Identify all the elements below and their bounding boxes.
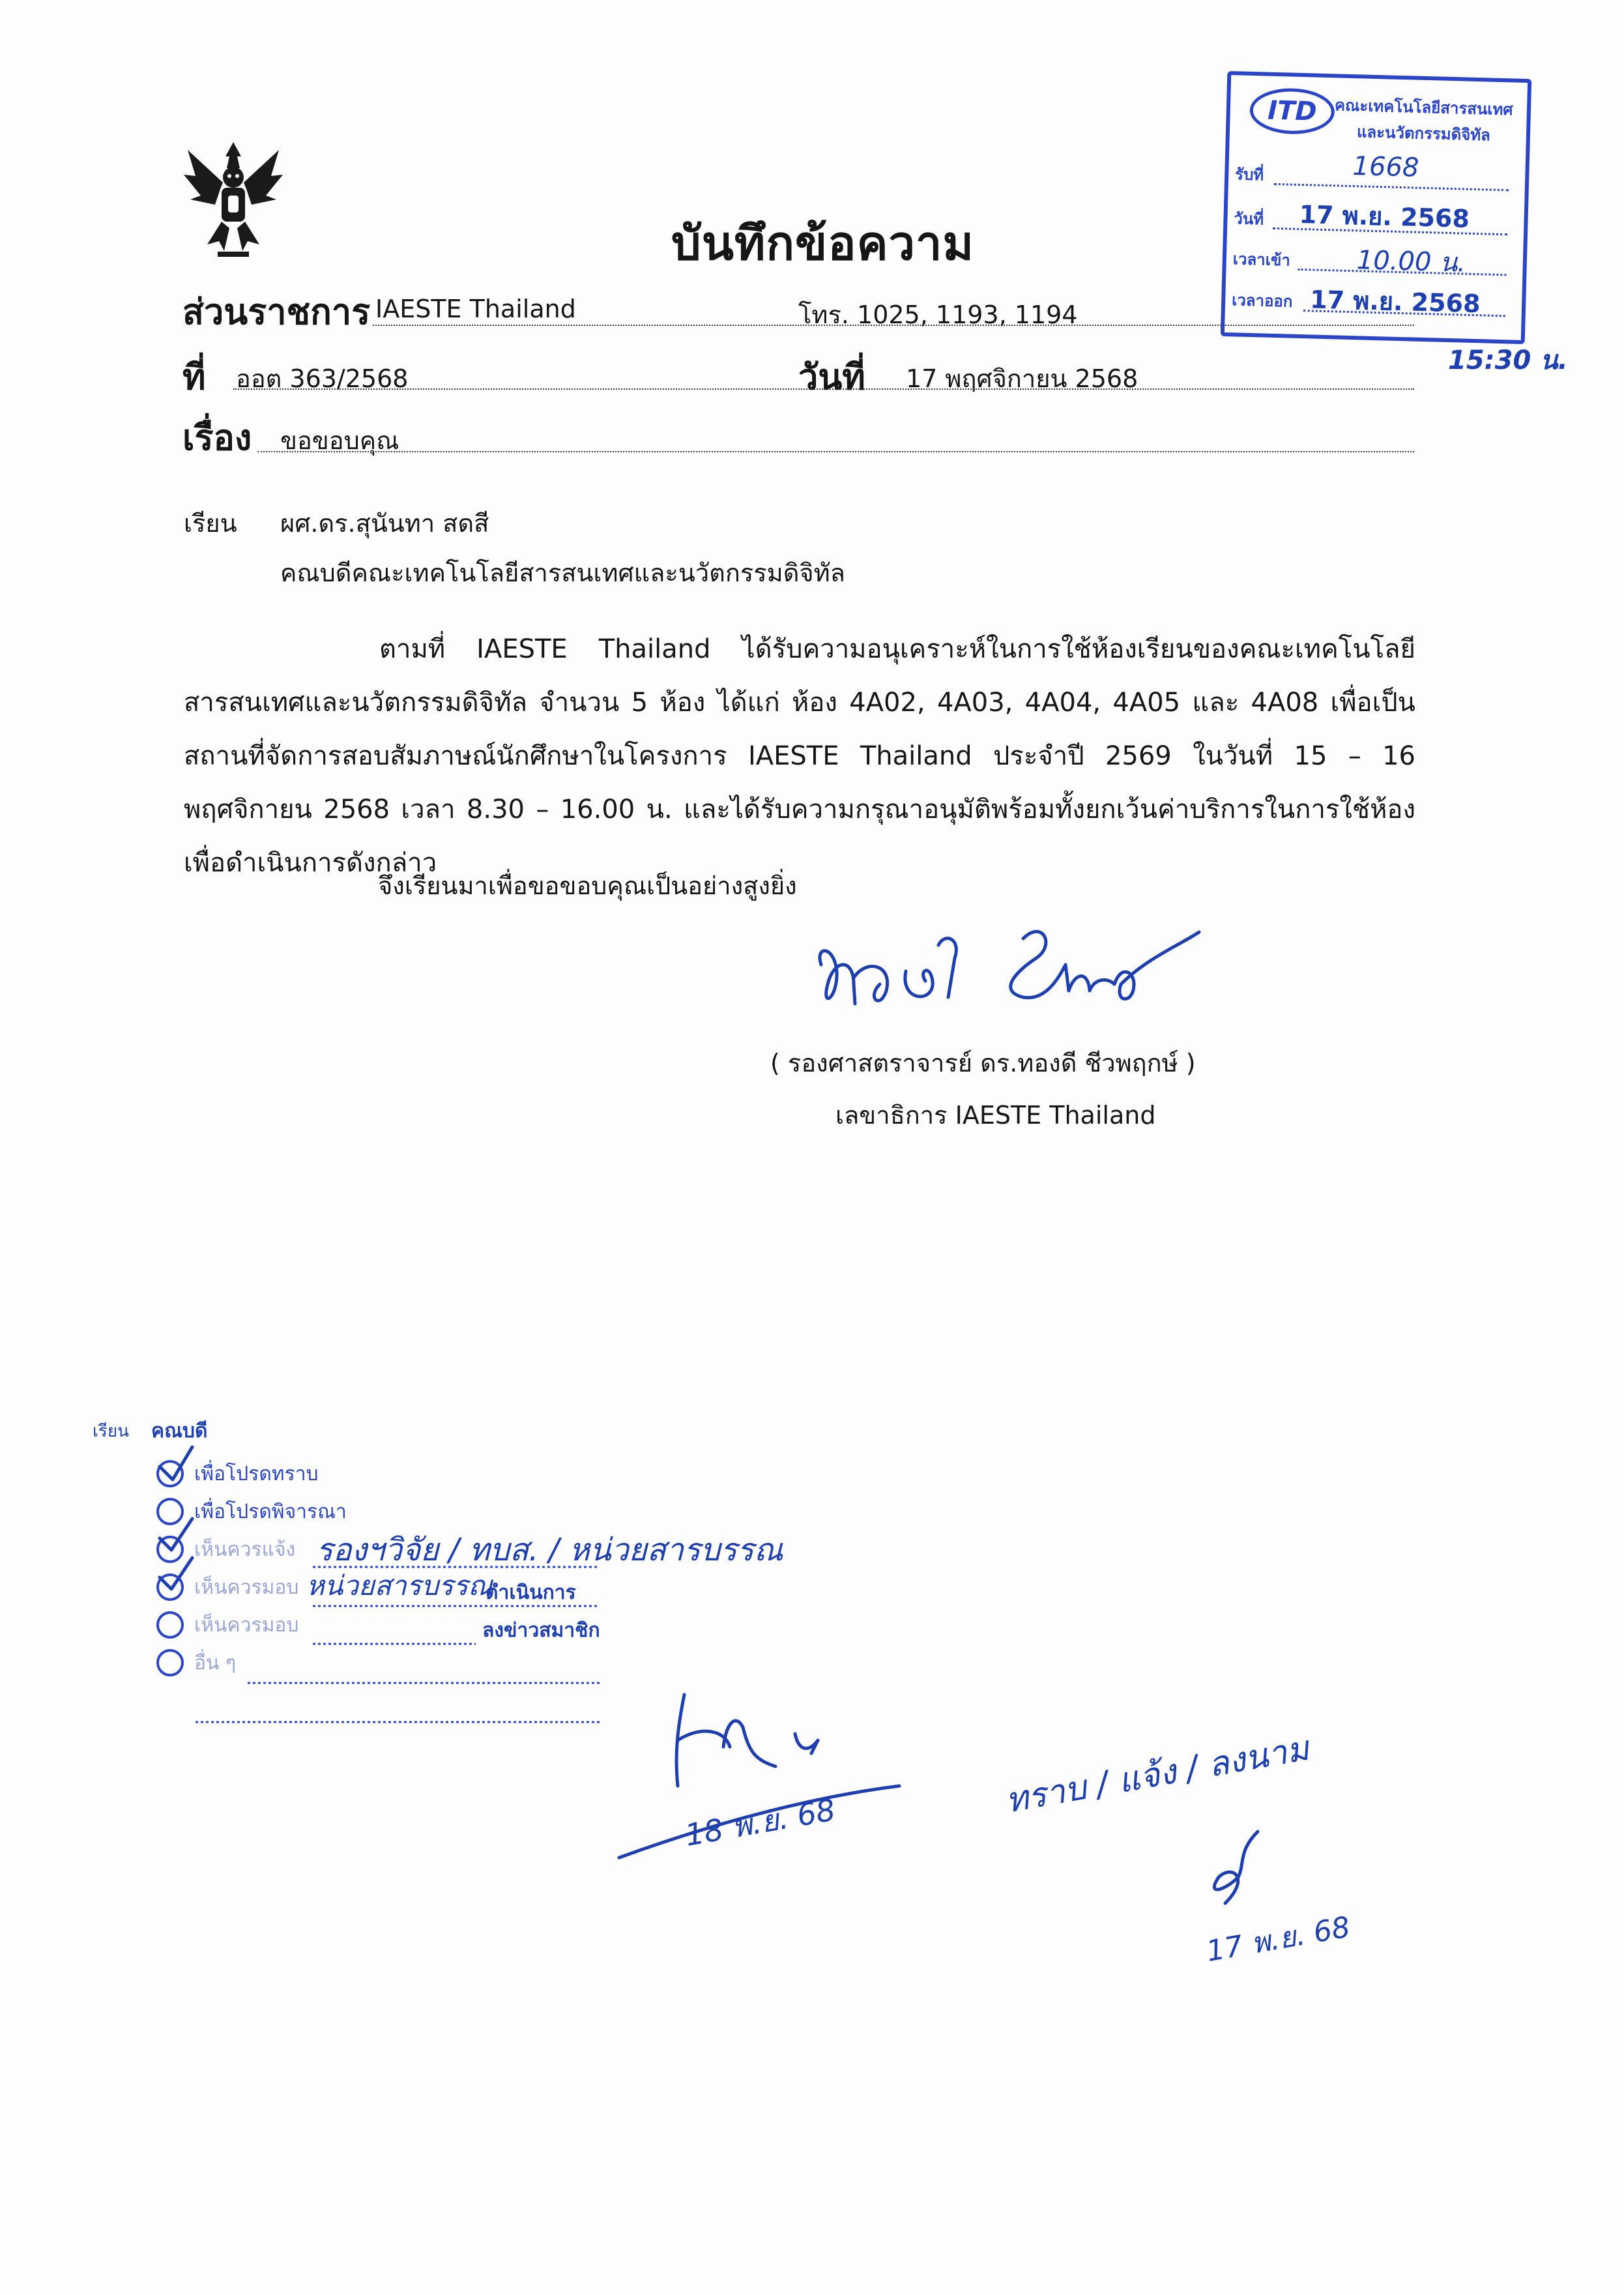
addressee-name: ผศ.ดร.สุนันทา สดสี <box>280 509 489 538</box>
tel-value: โทร. 1025, 1193, 1194 <box>798 300 1078 329</box>
no-label: ที่ <box>182 357 206 398</box>
no-underline <box>233 388 1414 390</box>
handwritten-note: ทราบ / แจ้ง / ลงนาม <box>1002 1729 1312 1821</box>
check-marks <box>147 1440 225 1597</box>
signer-name: ( รองศาสตราจารย์ ดร.ทองดี ชีวพฤกษ์ ) <box>770 1049 1196 1077</box>
stamp-timeout-label: เวลาออก <box>1231 291 1293 311</box>
routing-option: เพื่อโปรดพิจารณา <box>194 1500 347 1523</box>
subject-underline <box>257 451 1414 452</box>
closing-text: จึงเรียนมาเพื่อขอขอบคุณเป็นอย่างสูงยิ่ง <box>378 871 797 900</box>
stamp-recv-value: 1668 <box>1352 151 1420 183</box>
no-value: ออต 363/2568 <box>236 364 409 393</box>
handwritten-notify: รองฯวิจัย / ทบส. / หน่วยสารบรรณ <box>316 1532 783 1568</box>
dept-value: IAESTE Thailand <box>375 295 576 323</box>
stamp-date-label: วันที่ <box>1234 209 1264 229</box>
handwritten-dean-date: 18 พ.ย. 68 <box>682 1792 838 1853</box>
date-value: 17 พฤศจิกายน 2568 <box>906 364 1138 393</box>
routing-to-label: เรียน <box>93 1422 129 1441</box>
routing-option: อื่น ๆ <box>194 1652 237 1674</box>
addressee-position: คณบดีคณะเทคโนโลยีสารสนเทศและนวัตกรรมดิจิทัล <box>280 559 845 587</box>
stamp-timeout-value: 17 พ.ย. 2568 <box>1309 285 1481 319</box>
handwritten-assign: หน่วยสารบรรณ <box>306 1570 494 1601</box>
stamp-recv-label: รับที่ <box>1234 165 1264 184</box>
receipt-stamp <box>1221 71 1531 344</box>
subject-value: ขอขอบคุณ <box>280 426 399 455</box>
itd-logo-icon: ITD <box>1249 87 1335 135</box>
signer-title: เลขาธิการ IAESTE Thailand <box>835 1101 1156 1130</box>
handwritten-final-date: 17 พ.ย. 68 <box>1204 1910 1353 1968</box>
routing-option: เห็นควรมอบ <box>194 1576 299 1599</box>
handwritten-initials <box>1199 1825 1290 1910</box>
garuda-emblem-icon <box>181 137 285 257</box>
memo-title: บันทึกข้อความ <box>671 216 974 270</box>
receipt-time-note: 15:30 น. <box>1448 345 1568 375</box>
addressee-label: เรียน <box>184 509 237 538</box>
stamp-timein-label: เวลาเข้า <box>1232 250 1291 270</box>
routing-suffix-news: ลงข่าวสมาชิก <box>482 1619 600 1642</box>
body-text: ตามที่ IAESTE Thailand ได้รับความอนุเคราะห์ในการใช้ห้องเรียนของคณะเทคโนโลยีสารสนเทศและนวัตกรรมดิจิทัล จำนวน 5 ห้อง ได้แก่ ห้อง 4A02, 4A03, 4A04, 4A05 และ 4A08 เพื่อเป็นสถานที่จัดการสอบสัมภาษณ์นักศึกษาในโครงการ IAESTE Thailand ประจำปี 2569 ในวันที่ 15 – 16 พฤศจิกายน 2568 เวลา 8.30 – 16.00 น. และได้รับความกรุณาอนุมัติพร้อมทั้งยกเว้นค่าบริการในการใช้ห้องเพื่อดำเนินการดังกล่าว <box>184 634 1415 878</box>
routing-suffix-operate: ดำเนินการ <box>486 1581 576 1604</box>
stamp-date-value: 17 พ.ย. 2568 <box>1299 199 1470 233</box>
dept-label: ส่วนราชการ <box>182 291 371 332</box>
handwritten-signature <box>808 919 1212 1036</box>
routing-option: เห็นควรมอบ <box>194 1614 299 1637</box>
stamp-org-line1: คณะเทคโนโลยีสารสนเทศ <box>1334 96 1513 119</box>
routing-option: เห็นควรแจ้ง <box>194 1538 296 1561</box>
body-paragraph <box>184 622 1415 890</box>
subject-label: เรื่อง <box>182 417 252 458</box>
stamp-org-line2: และนวัตกรรมดิจิทัล <box>1356 123 1491 145</box>
routing-option-radio <box>156 1649 184 1676</box>
routing-to-value: คณบดี <box>151 1420 208 1442</box>
date-label: วันที่ <box>798 357 865 398</box>
stamp-timein-value: 10.00 น. <box>1356 245 1466 278</box>
routing-option-radio <box>156 1611 184 1639</box>
routing-option: เพื่อโปรดทราบ <box>194 1463 319 1485</box>
